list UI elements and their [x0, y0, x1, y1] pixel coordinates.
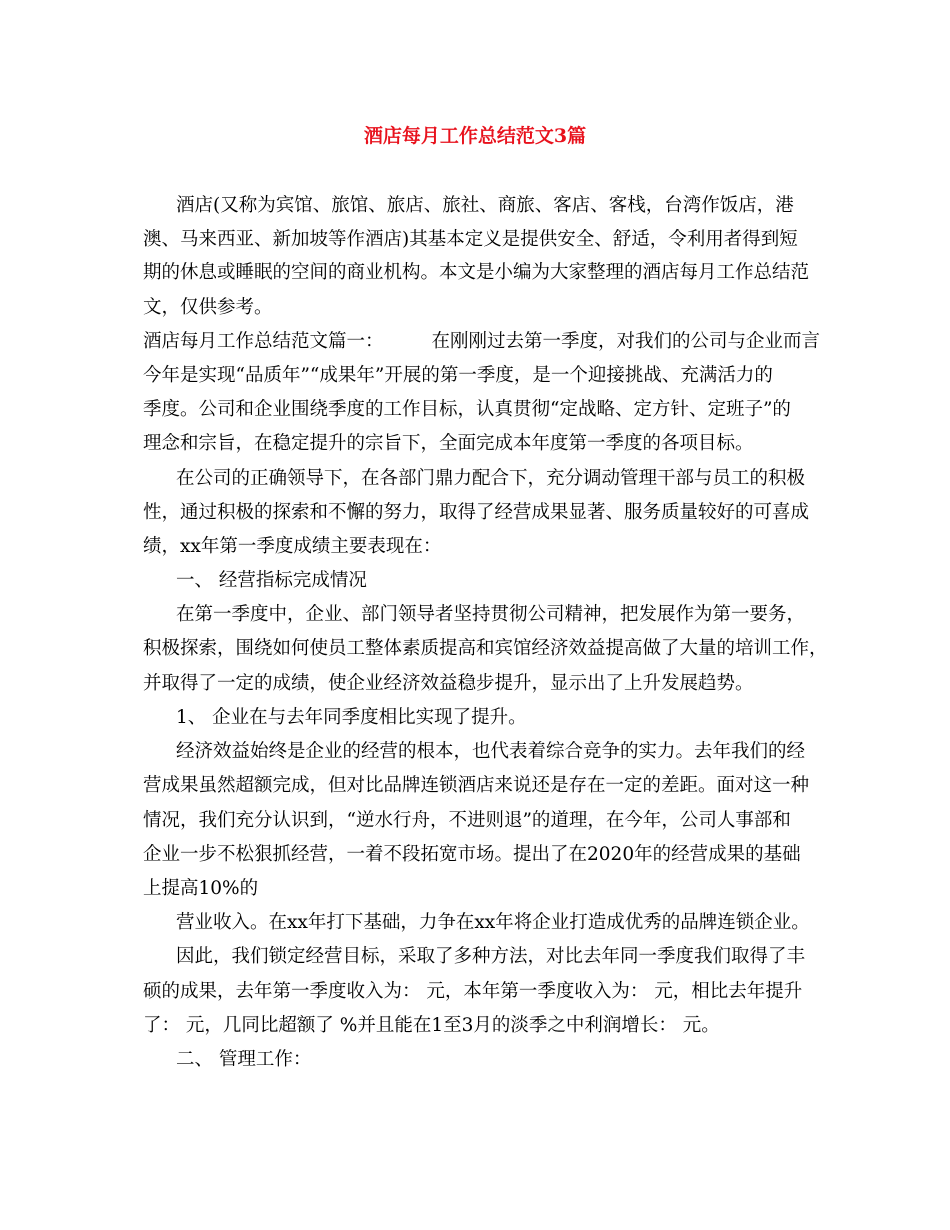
paragraph-line: 期的休息或睡眠的空间的商业机构。本文是小编为大家整理的酒店每月工作总结范	[143, 262, 810, 283]
document-title: 酒店每月工作总结范文3篇	[363, 125, 587, 147]
paragraph-line: 绩，xx年第一季度成绩主要表现在：	[143, 536, 442, 557]
section-heading-line	[143, 329, 820, 355]
paragraph-line: 季度。公司和企业围绕季度的工作目标，认真贯彻“定战略、定方针、定班子”的	[143, 399, 791, 420]
paragraph-line: 在公司的正确领导下，在各部门鼎力配合下，充分调动管理干部与员工的积极	[176, 468, 806, 489]
paragraph-line: 了： 元，几同比超额了 %并且能在1至3月的淡季之中利润增长： 元。	[143, 1015, 720, 1036]
paragraph-line: 文，仅供参考。	[143, 297, 273, 318]
paragraph-line: 在第一季度中，企业、部门领导者坚持贯彻公司精神，把发展作为第一要务，	[176, 604, 806, 625]
paragraph-line: 积极探索，围绕如何使员工整体素质提高和宾馆经济效益提高做了大量的培训工作，	[143, 638, 828, 659]
paragraph-line: 澳、马来西亚、新加坡等作酒店)其基本定义是提供安全、舒适，令利用者得到短	[143, 229, 798, 250]
section-heading: 二、 管理工作：	[176, 1049, 312, 1070]
section-heading: 一、 经营指标完成情况	[176, 570, 367, 591]
paragraph-text: 在刚刚过去第一季度，对我们的公司与企业而言	[431, 331, 821, 352]
paragraph-line: 情况，我们充分认识到，“逆水行舟，不进则退”的道理，在今年，公司人事部和	[143, 810, 791, 831]
paragraph-line: 理念和宗旨，在稳定提升的宗旨下，全面完成本年度第一季度的各项目标。	[143, 433, 754, 454]
subsection-heading: 1、 企业在与去年同季度相比实现了提升。	[176, 707, 527, 728]
paragraph-line: 营成果虽然超额完成，但对比品牌连锁酒店来说还是存在一定的差距。面对这一种	[143, 775, 810, 796]
paragraph-line: 营业收入。在xx年打下基础，力争在xx年将企业打造成优秀的品牌连锁企业。	[176, 912, 810, 933]
paragraph-line: 因此，我们锁定经营目标，采取了多种方法，对比去年同一季度我们取得了丰	[176, 946, 806, 967]
paragraph-line: 性，通过积极的探索和不懈的努力，取得了经营成果显著、服务质量较好的可喜成	[143, 502, 810, 523]
paragraph-line: 经济效益始终是企业的经营的根本，也代表着综合竞争的实力。去年我们的经	[176, 741, 806, 762]
paragraph-line: 上提高10%的	[143, 878, 259, 899]
paragraph-line: 硕的成果，去年第一季度收入为： 元，本年第一季度收入为： 元，相比去年提升	[143, 981, 803, 1002]
paragraph-line: 并取得了一定的成绩，使企业经济效益稳步提升，显示出了上升发展趋势。	[143, 673, 754, 694]
section-heading: 酒店每月工作总结范文篇一：	[143, 331, 384, 352]
paragraph-line: 今年是实现“品质年”“成果年”开展的第一季度，是一个迎接挑战、充满活力的	[143, 365, 773, 386]
paragraph-line: 酒店(又称为宾馆、旅馆、旅店、旅社、商旅、客店、客栈，台湾作饭店，港	[176, 195, 794, 216]
paragraph-line: 企业一步不松狠抓经营，一着不段拓宽市场。提出了在2020年的经营成果的基础	[143, 844, 801, 865]
